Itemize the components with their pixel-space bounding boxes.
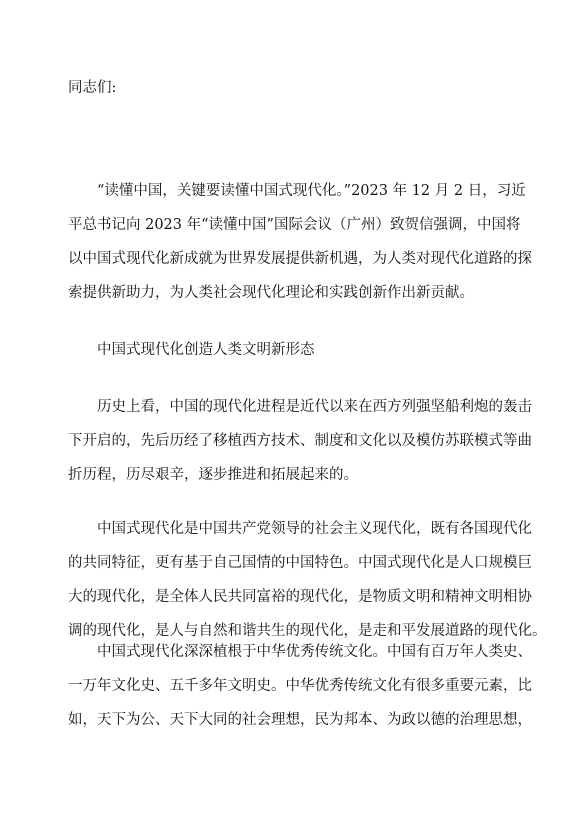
paragraph-line: 历史上看，中国的现代化进程是近代以来在西方列强坚船利炮的轰击: [97, 399, 532, 415]
heading-text: 中国式现代化创造人类文明新形态: [97, 342, 315, 358]
salutation: 同志们:: [68, 80, 117, 96]
paragraph-3: [68, 519, 547, 655]
paragraph-line: 中国式现代化是中国共产党领导的社会主义现代化，既有各国现代化: [97, 521, 532, 537]
paragraph-1: [68, 181, 532, 317]
paragraph-line: 大的现代化，是全体人民共同富裕的现代化，是物质文明和精神文明相协: [68, 589, 532, 605]
paragraph-line: 如，天下为公、天下大同的社会理想，民为邦本、为政以德的治理思想，: [68, 712, 532, 728]
section-heading: [68, 340, 514, 374]
paragraph-line: 中国式现代化深深植根于中华优秀传统文化。中国有百万年人类史、: [97, 644, 532, 660]
paragraph-line: “读懂中国，关键要读懂中国式现代化。”2023 年 12 月 2 日，习近: [97, 183, 526, 199]
paragraph-line: 调的现代化，是人与自然和谐共生的现代化，是走和平发展道路的现代化。: [68, 623, 547, 639]
paragraph-line: 索提供新助力，为人类社会现代化理论和实践创新作出新贡献。: [68, 285, 474, 301]
paragraph-line: 折历程，历尽艰辛，逐步推进和拓展起来的。: [68, 467, 358, 483]
paragraph-line: 一万年文化史、五千多年文明史。中华优秀传统文化有很多重要元素，比: [68, 678, 532, 694]
paragraph-line: 以中国式现代化新成就为世界发展提供新机遇，为人类对现代化道路的探: [68, 251, 532, 267]
paragraph-line: 的共同特征，更有基于自己国情的中国特色。中国式现代化是人口规模巨: [68, 555, 532, 571]
paragraph-4: [68, 642, 532, 744]
paragraph-2: [68, 397, 532, 499]
paragraph-line: 下开启的，先后历经了移植西方技术、制度和文化以及模仿苏联模式等曲: [68, 433, 532, 449]
paragraph-line: 平总书记向 2023 年“读懂中国”国际会议（广州）致贺信强调，中国将: [68, 217, 521, 233]
